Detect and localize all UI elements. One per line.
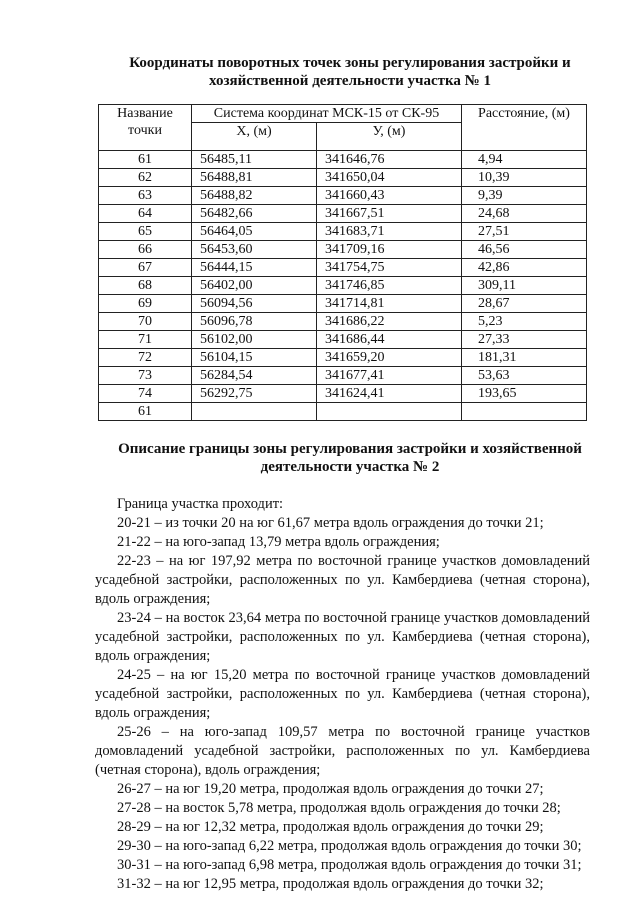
cell-x: 56482,66 — [192, 205, 317, 223]
header-y: У, (м) — [317, 123, 462, 151]
cell-y: 341754,75 — [317, 259, 462, 277]
cell-distance: 10,39 — [462, 169, 587, 187]
cell-point: 64 — [99, 205, 192, 223]
cell-x: 56402,00 — [192, 277, 317, 295]
cell-point: 62 — [99, 169, 192, 187]
cell-distance: 28,67 — [462, 295, 587, 313]
cell-y: 341714,81 — [317, 295, 462, 313]
cell-point: 61 — [99, 151, 192, 169]
cell-y: 341624,41 — [317, 385, 462, 403]
cell-y: 341677,41 — [317, 367, 462, 385]
paragraph: 24-25 – на юг 15,20 метра по восточной границе участков домовладений усадебной застройки, расположенных по ул. Камбердиева (четная сторона), вдоль ограждения; — [95, 667, 590, 721]
paragraph: 29-30 – на юго-запад 6,22 метра, продолжая вдоль ограждения до точки 30; — [117, 838, 582, 854]
table-row — [99, 259, 587, 277]
cell-distance: 4,94 — [462, 151, 587, 169]
cell-x: 56485,11 — [192, 151, 317, 169]
paragraph: Граница участка проходит: — [117, 496, 284, 512]
table-row — [99, 403, 587, 421]
table-row — [99, 151, 587, 169]
table-row — [99, 385, 587, 403]
cell-point: 66 — [99, 241, 192, 259]
table-title — [80, 54, 620, 90]
cell-point: 71 — [99, 331, 192, 349]
table-row — [99, 331, 587, 349]
cell-distance: 42,86 — [462, 259, 587, 277]
paragraph: 21-22 – на юго-запад 13,79 метра вдоль ограждения; — [117, 534, 440, 550]
cell-y: 341683,71 — [317, 223, 462, 241]
header-x: X, (м) — [192, 123, 317, 151]
cell-distance: 27,33 — [462, 331, 587, 349]
cell-y: 341686,44 — [317, 331, 462, 349]
cell-x: 56292,75 — [192, 385, 317, 403]
paragraph: 20-21 – из точки 20 на юг 61,67 метра вдоль ограждения до точки 21; — [117, 515, 544, 531]
section-title — [80, 440, 620, 476]
paragraph: 25-26 – на юго-запад 109,57 метра по восточной границе участков домовладений усадебной застройки, расположенных по ул. Камбердиева (четная сторона), вдоль ограждения; — [95, 724, 590, 778]
table-row — [99, 277, 587, 295]
section-title-line-2: деятельности участка № 2 — [260, 459, 440, 475]
cell-x: 56104,15 — [192, 349, 317, 367]
paragraph: 30-31 – на юго-запад 6,98 метра, продолжая вдоль ограждения до точки 31; — [117, 857, 582, 873]
cell-y: 341667,51 — [317, 205, 462, 223]
cell-point: 61 — [99, 403, 192, 421]
cell-y: 341686,22 — [317, 313, 462, 331]
cell-point: 67 — [99, 259, 192, 277]
paragraph: 27-28 – на восток 5,78 метра, продолжая вдоль ограждения до точки 28; — [117, 800, 561, 816]
cell-y: 341646,76 — [317, 151, 462, 169]
cell-point: 74 — [99, 385, 192, 403]
cell-x: 56102,00 — [192, 331, 317, 349]
header-distance: Расстояние, (м) — [462, 105, 587, 151]
cell-distance: 46,56 — [462, 241, 587, 259]
cell-distance: 9,39 — [462, 187, 587, 205]
cell-point: 73 — [99, 367, 192, 385]
paragraph: 28-29 – на юг 12,32 метра, продолжая вдоль ограждения до точки 29; — [117, 819, 544, 835]
section-title-line-1: Описание границы зоны регулирования застройки и хозяйственной — [118, 441, 582, 457]
coordinates-table — [98, 104, 587, 421]
cell-point: 69 — [99, 295, 192, 313]
cell-x: 56094,56 — [192, 295, 317, 313]
paragraph: 31-32 – на юг 12,95 метра, продолжая вдоль ограждения до точки 32; — [117, 876, 544, 892]
table-title-line-1: Координаты поворотных точек зоны регулирования застройки и — [129, 55, 571, 71]
table-row — [99, 169, 587, 187]
table-row — [99, 349, 587, 367]
cell-x: 56444,15 — [192, 259, 317, 277]
cell-y: 341660,43 — [317, 187, 462, 205]
cell-x: 56284,54 — [192, 367, 317, 385]
table-title-line-2: хозяйственной деятельности участка № 1 — [209, 73, 491, 89]
cell-distance: 5,23 — [462, 313, 587, 331]
header-coordinate-system: Система координат МСК-15 от СК-95 — [192, 105, 462, 123]
cell-distance: 24,68 — [462, 205, 587, 223]
cell-x: 56464,05 — [192, 223, 317, 241]
paragraph: 22-23 – на юг 197,92 метра по восточной границе участков домовладений усадебной застройки, расположенных по ул. Камбердиева (четная сторона), вдоль ограждения; — [95, 553, 590, 607]
cell-x: 56488,81 — [192, 169, 317, 187]
cell-distance: 193,65 — [462, 385, 587, 403]
cell-y — [317, 403, 462, 421]
cell-x: 56096,78 — [192, 313, 317, 331]
cell-point: 72 — [99, 349, 192, 367]
cell-x: 56488,82 — [192, 187, 317, 205]
cell-x — [192, 403, 317, 421]
cell-point: 65 — [99, 223, 192, 241]
cell-point: 68 — [99, 277, 192, 295]
cell-y: 341746,85 — [317, 277, 462, 295]
table-row — [99, 367, 587, 385]
cell-distance: 27,51 — [462, 223, 587, 241]
cell-y: 341709,16 — [317, 241, 462, 259]
cell-distance — [462, 403, 587, 421]
cell-distance: 309,11 — [462, 277, 587, 295]
cell-point: 70 — [99, 313, 192, 331]
cell-distance: 53,63 — [462, 367, 587, 385]
cell-y: 341659,20 — [317, 349, 462, 367]
cell-distance: 181,31 — [462, 349, 587, 367]
cell-y: 341650,04 — [317, 169, 462, 187]
cell-point: 63 — [99, 187, 192, 205]
table-row — [99, 313, 587, 331]
header-point-name — [99, 105, 192, 151]
table-row — [99, 223, 587, 241]
paragraph: 23-24 – на восток 23,64 метра по восточной границе участков домовладений усадебной застройки, расположенных по ул. Камбердиева (четная сторона), вдоль ограждения; — [95, 610, 590, 664]
table-row — [99, 295, 587, 313]
cell-x: 56453,60 — [192, 241, 317, 259]
table-row — [99, 205, 587, 223]
header-point-name-text: Название точки — [117, 106, 173, 138]
paragraph: 26-27 – на юг 19,20 метра, продолжая вдоль ограждения до точки 27; — [117, 781, 544, 797]
table-row — [99, 241, 587, 259]
boundary-description — [95, 495, 590, 894]
table-row — [99, 187, 587, 205]
